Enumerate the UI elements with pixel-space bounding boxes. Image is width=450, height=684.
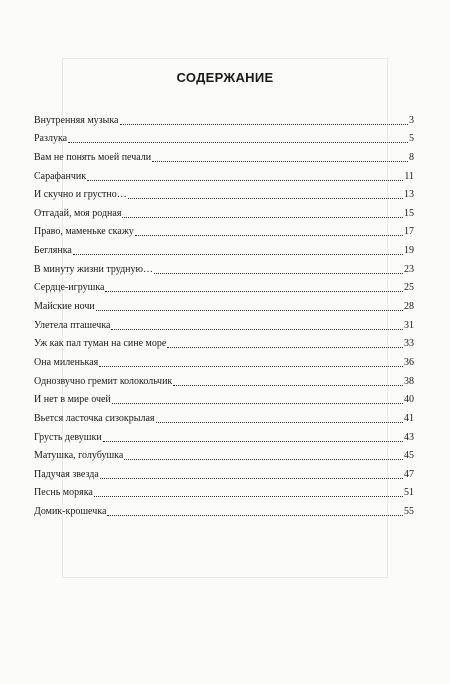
dot-leader: [73, 254, 403, 255]
toc-entry-title: Сарафанчик: [34, 170, 87, 182]
toc-entry-title: Майские ночи: [34, 301, 95, 313]
toc-entry: [34, 350, 414, 369]
toc-entry: [34, 425, 414, 444]
dot-leader: [135, 235, 403, 236]
dot-leader: [120, 124, 409, 125]
toc-entry-title: Вьется ласточка сизокрылая: [34, 412, 155, 424]
toc-entry: [34, 276, 414, 295]
toc-entry-page: 38: [404, 375, 414, 387]
toc-entry-title: Внутренняя музыка: [34, 114, 119, 126]
toc-entry-page: 23: [404, 263, 414, 275]
toc-entry-page: 3: [409, 114, 414, 126]
toc-entry-page: 55: [404, 506, 414, 518]
toc-entry: [34, 481, 414, 500]
toc-entry: [34, 201, 414, 220]
toc-entry-title: В минуту жизни трудную…: [34, 263, 153, 275]
toc-entry-page: 5: [409, 133, 414, 145]
dot-leader: [112, 403, 403, 404]
toc-entry-title: Беглянка: [34, 245, 72, 257]
toc-entry: [34, 220, 414, 239]
toc-entry: [34, 499, 414, 518]
toc-entry-title: Сердце-игрушка: [34, 282, 105, 294]
toc-entry-title: Отгадай, моя родная: [34, 207, 122, 219]
toc-entry: [34, 406, 414, 425]
toc-entry: [34, 238, 414, 257]
dot-leader: [87, 180, 403, 181]
toc-entry: [34, 332, 414, 351]
dot-leader: [100, 478, 403, 479]
toc-entry: [34, 183, 414, 202]
dot-leader: [107, 515, 403, 516]
toc-entry-title: Падучая звезда: [34, 468, 99, 480]
toc-entry-page: 43: [404, 431, 414, 443]
toc-entry-page: 33: [404, 338, 414, 350]
toc-entry-page: 11: [404, 170, 414, 182]
toc-entry: [34, 462, 414, 481]
toc-entry-page: 8: [409, 151, 414, 163]
toc-entry-title: Она миленькая: [34, 356, 99, 368]
dot-leader: [99, 366, 403, 367]
toc-entry-page: 28: [404, 301, 414, 313]
toc-entry-page: 36: [404, 356, 414, 368]
toc-entry: [34, 164, 414, 183]
dot-leader: [105, 291, 403, 292]
toc-entry-title: Вам не понять моей печали: [34, 151, 152, 163]
dot-leader: [96, 310, 403, 311]
toc-entry-title: Улетела пташечка: [34, 319, 111, 331]
toc-entry-title: Право, маменьке скажу: [34, 226, 134, 238]
toc-entry-page: 47: [404, 468, 414, 480]
toc-entry-page: 45: [404, 450, 414, 462]
dot-leader: [103, 441, 403, 442]
toc-entry-page: 19: [404, 245, 414, 257]
toc-entry: [34, 369, 414, 388]
toc-entry: [34, 145, 414, 164]
toc-entry-page: 15: [404, 207, 414, 219]
table-of-contents: [34, 108, 414, 518]
toc-entry-title: Грусть девушки: [34, 431, 102, 443]
toc-entry: [34, 127, 414, 146]
dot-leader: [167, 347, 403, 348]
dot-leader: [152, 161, 408, 162]
dot-leader: [154, 273, 403, 274]
dot-leader: [124, 459, 403, 460]
dot-leader: [156, 422, 403, 423]
toc-entry-page: 51: [404, 487, 414, 499]
toc-entry: [34, 108, 414, 127]
toc-entry-title: Домик-крошечка: [34, 506, 107, 518]
dot-leader: [173, 385, 403, 386]
dot-leader: [68, 142, 408, 143]
toc-entry-page: 41: [404, 412, 414, 424]
toc-entry-title: Песнь моряка: [34, 487, 93, 499]
toc-entry-page: 40: [404, 394, 414, 406]
dot-leader: [128, 198, 403, 199]
toc-entry-page: 17: [404, 226, 414, 238]
toc-entry-page: 31: [404, 319, 414, 331]
toc-entry-title: Однозвучно гремит колокольчик: [34, 375, 173, 387]
toc-entry-title: И нет в мире очей: [34, 394, 111, 406]
toc-entry: [34, 257, 414, 276]
toc-entry: [34, 294, 414, 313]
toc-entry: [34, 444, 414, 463]
dot-leader: [94, 496, 403, 497]
toc-entry: [34, 313, 414, 332]
toc-entry-page: 13: [404, 189, 414, 201]
toc-entry: [34, 388, 414, 407]
page-title: СОДЕРЖАНИЕ: [176, 70, 274, 85]
toc-entry-title: Уж как пал туман на сине море: [34, 338, 167, 350]
toc-entry-title: Матушка, голубушка: [34, 450, 124, 462]
dot-leader: [111, 329, 403, 330]
toc-entry-title: И скучно и грустно…: [34, 189, 127, 201]
toc-entry-page: 25: [404, 282, 414, 294]
toc-entry-title: Разлука: [34, 133, 68, 145]
dot-leader: [122, 217, 403, 218]
